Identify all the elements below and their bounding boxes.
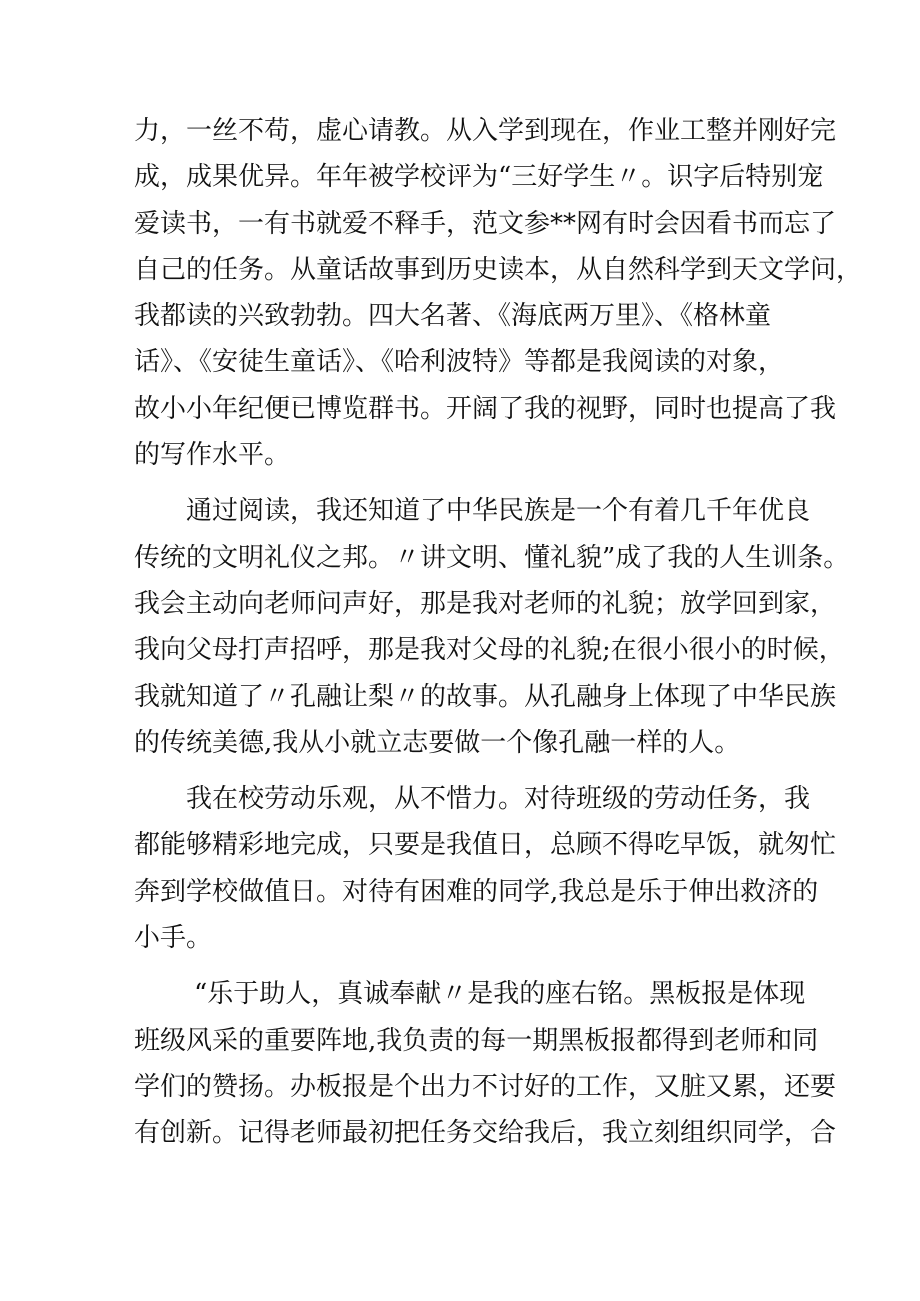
text-line: 话》、《安徒生童话》、《哈利波特》等都是我阅读的对象， — [134, 347, 785, 378]
text-line: 通过阅读，我还知道了中华民族是一个有着几千年优良 — [186, 496, 811, 527]
text-line: 我都读的兴致勃勃。四大名著、《海底两万里》、《格林童 — [134, 301, 772, 332]
paragraph-2 — [134, 488, 850, 766]
text-line: 学们的赞扬。办板报是个出力不讨好的工作，又脏又累，还要 — [134, 1071, 837, 1102]
text-line: 力，一丝不苟，虚心请教。从入学到现在，作业工整并刚好完 — [134, 116, 837, 146]
text-line: 的传统美德,我从小就立志要做一个像孔融一样的人。 — [134, 727, 741, 758]
paragraph-1 — [134, 108, 863, 478]
text-line: 我在校劳动乐观，从不惜力。对待班级的劳动任务，我 — [186, 784, 811, 815]
paragraph-gap — [134, 766, 794, 776]
paragraph-gap — [134, 478, 794, 488]
text-line: 有创新。记得老师最初把任务交给我后，我立刻组织同学，合 — [134, 1118, 837, 1149]
paragraph-3 — [134, 776, 837, 961]
text-line: 我就知道了〃孔融让梨〃的故事。从孔融身上体现了中华民族 — [134, 681, 837, 712]
text-line: 的写作水平。 — [134, 440, 291, 471]
text-line: 都能够精彩地完成，只要是我值日，总顾不得吃早饭，就匆忙 — [134, 830, 837, 861]
text-line: 我向父母打声招呼，那是我对父母的礼貌;在很小很小的时候， — [134, 635, 845, 666]
text-line: 班级风采的重要阵地,我负责的每一期黑板报都得到老师和同 — [134, 1025, 819, 1056]
text-line: 故小小年纪便已博览群书。开阔了我的视野，同时也提高了我 — [134, 393, 837, 424]
paragraph-4 — [134, 971, 837, 1156]
text-line: 传统的文明礼仪之邦。〃讲文明、懂礼貌”成了我的人生训条。 — [134, 542, 850, 573]
paragraph-gap — [134, 961, 794, 971]
text-line: 成，成果优异。年年被学校评为“三好学生〃。识字后特别宠 — [134, 162, 824, 193]
document-body — [134, 108, 863, 1157]
text-line: 奔到学校做值日。对待有困难的同学,我总是乐于伸出救济的 — [134, 876, 819, 907]
text-line: 我会主动向老师问声好，那是我对老师的礼貌；放学回到家， — [134, 588, 837, 619]
text-line: 小手。 — [134, 923, 213, 954]
text-line: 自己的任务。从童话故事到历史读本，从自然科学到天文学问， — [134, 254, 863, 285]
text-line: 爱读书，一有书就爱不释手，范文参**网有时会因看书而忘了 — [134, 208, 837, 239]
text-line: “乐于助人，真诚奉献〃是我的座右铭。黑板报是体现 — [194, 979, 806, 1010]
